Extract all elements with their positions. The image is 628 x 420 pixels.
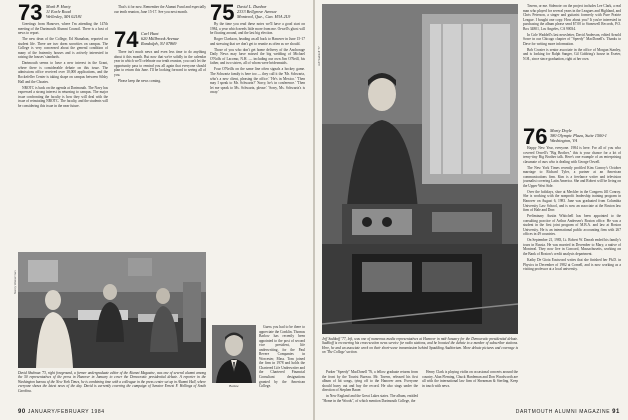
photo-credit-left: Nancy Wasserman [13,270,17,294]
paragraph: in New England and the Great Lakes states. The album, entitled "Home in the Woods", of which mention Dartmouth College, the [322,394,418,403]
portrait-photo-barlow [212,325,256,383]
press-center-illustration [18,252,206,368]
magazine-name: DARTMOUTH ALUMNI MAGAZINE [515,409,611,415]
paragraph: Please keep the news coming. [118,78,162,83]
transmission-caption: Jeff Sadikoff '77, left, was one of numerous media representatives at Hanover in mid-January for the Democratic presidential debate. Sadikoff is recovering his cross-section news service for radio stations, and he boosted the debate to a number of subscriber stations. Here, he and an associate work on their short-wave transmission behind Spaulding Auditorium. More debate pictures and coverage is on 'The College' section. [322,337,518,355]
page-number-right: 91 [612,409,620,415]
paragraph: Bob Crozier is senior associate in the office of Morgan Stanley, and is looking for Ralph Sanger, Gil Goldring's house in Exeter, N.H., since since graduation, right at her own. [523,47,621,62]
secretary-name: Carl Hunt [141,31,159,36]
transmission-photo [322,4,518,334]
paragraph: Happy New Year, everyone. 1984 is here. For all of you who covered Orwell's "Big Brother," this is your chance for a lot of teeny-tiny Big Brother talk. Here's one example of an enterprising classmate of ours who is dealing with George Orwell. [523,146,621,164]
portrait-illustration [212,325,256,383]
paragraph: Over the holidays, shoe at Meckler in the Congress Jill Conroy. She is working with the nonprofit leadership training program in Hanover on August 6, 1983. Jane was graduated from Columbia University Law School, and is now an associate at the Boston law firm of Hale and Dorr. [523,189,621,213]
paragraph: In Cole Waddell's last newsletter, David Anderson, edited Arnold Sowe in our Chicago chapter of "Speedy" MacDonell's. Thanks to Dave for writing more information. [523,32,621,46]
paragraph: Roger Clarkson, heading an all back to Hanover in June 15-17 and stressing that we don't get to reunite as often as we should. [210,37,305,46]
transmission-illustration [322,4,518,334]
secretary-name: David L. Dunbar [237,4,267,9]
class-notes-76 [523,146,621,409]
secretary-address-2: Randolph, NJ 07869 [141,41,177,46]
class-secretary-76 [550,128,622,143]
paragraph: Four O'Neills on the same line often signals a hockey game. The Schwartz family is here too — they call it the 'Mr. Schwartz, who's a new client, pleasing the office.' 'He's in Mexico.' 'Then may I speak to Mr. Schwartz?' 'Sorry, he's in conference.' 'Then let me speak to Ms. Schwartz, please.' 'Sorry, Ms. Schwartz's is away.' [210,67,305,95]
secretary-name: Mark P. Harty [46,4,71,9]
secretary-address-2: Washington, VA [550,138,578,143]
paragraph: Dartmouth seems to have a new interest in the Grant, where there is considerable debate on this issue. The admissions office received over 10,000 applications, and the Rockefeller Center is taking shape on campus between Silsby Hall and the Choates. [18,61,108,84]
paragraph: Parker "Speedy" MacDonell '76, a fellow graduate returns from the front by the Tourist Bureau. Mr. Tavern, released his first album of hit songs, tying off to the Hanover area. Everyone should hurry out and buy the record. He also sings under the direction of Stephen Bauer. [322,370,418,393]
paragraph: By the time you read these notes we'll have a good start on 1984, a year which needs little more from me. Orwell's ghost will be floating around, and the last big election. [210,22,305,36]
class-notes-75-continued [259,325,305,403]
class-notes-right-col-b [523,4,621,122]
class-number-74: 74 [114,27,139,52]
paragraph: The New York Times recently profiled Kim Conroy's October marriage to Richard Tyler, a partner at an American communications firm. Kim is a freelance writer and television journalist covering Latin America. She and Robert will be living on the Upper West Side. [523,165,621,188]
paragraph: That's it for now. Remember the Alumni Fund and especially our tenth reunion, June 15-17. See you next month. [114,5,206,14]
secretary-address-2: Montreal, Que., Can. H3A 2L9 [237,14,291,19]
class-notes-right-col-a [322,370,418,410]
right-page [315,0,628,420]
press-center-photo [18,252,206,368]
class-notes-right-col-a2 [422,370,518,410]
paragraph: The new dean of the College, Ed Shanahan, reported on student life. There are two dorm sororities on campus. The College is very concerned about the general condition of many of the fraternity houses and is actively interested in raising the houses' standards. [18,37,108,60]
left-page [0,0,313,420]
class-notes-74-lead [114,5,206,27]
photo-credit-right: Jeff Sadikoff '77 [317,46,321,66]
secretary-address-1: 2333 Bellgrove Avenue [237,9,277,14]
secretary-address-1: 620 Millbrook Avenue [141,36,179,41]
page-number-left: 90 [18,409,26,415]
paragraph: Tavern, or me. Sidenote: on the project includes Lee Clark, a real man who played for several years in the Leagues and Highland, and Chris Peterson, a singer and guitarist formerly with Pure Prairie League. I bought one copy. How about you? It you're interested in purchasing the album please send $7.00 to Stonewell Records, P.O. Box 34801, Los Angeles, CA 90034. [523,4,621,31]
paragraph: Greetings from Hanover, where I'm attending the 147th meeting of the Dartmouth Alumni Council. There is a host of news to report. [18,22,108,36]
secretary-name: Marty Doyle [550,128,572,133]
class-number-73: 73 [18,0,43,25]
paragraph: Henry Clark is playing violin on occasional concerts around the country. Alan Fleming, Chuck Hardeman and Don Woodworth are all with the international law firm of Shearman & Sterling. Keep in touch with news. [422,370,518,388]
paragraph: Preliminary Austin Whitchell has been appointed to the consulting practice of Arthur Andersen's Boston office. He was a student in the first joint program of M.B.A. and law at Boston University. He is an international public accounting firm with 267 offices in 49 countries. [523,214,621,237]
portrait-caption: Barlow [229,384,239,388]
class-notes-75 [210,22,305,197]
secretary-address-2: Wellesley, MA 02181 [46,14,82,19]
secretary-address-1: 380 Olympic Plaza, Suite 1500-1 [550,133,607,138]
press-center-caption: David Shulman '73, right foreground, a former undergraduate editor of the Alumni Magazine, was one of several alumni among the 50 representatives of the press in Hanover in January to cover the Democratic presidential debate. A reporter in the Washington bureau of the New York Times, he is combining time with a colleague in the press center set up in Alumni Hall, where everyone shows the latest news of the day. David is currently covering the campaign of Senator Ernest F. Hollings of South Carolina. [18,371,206,393]
issue-date: JANUARY/FEBRUARY 1984 [27,409,105,415]
class-secretary-74 [141,31,207,46]
paragraph: NROTC is back on the agenda at Dartmouth. The Navy has expressed a strong interest in returning to campus. The major issue confronting the faculty is how they will deal with the issue of reinstating NROTC. The faculty, and the students will be considering this issue in the near future. [18,85,108,108]
paragraph: There isn't much news and even less time to do anything about it this month. But now that we're solidly in the calendar year in which we'll celebrate our tenth reunion, you can't let the opportunity pass to remind you all again that everyone should plan to return this June. I'll be looking forward to seeing all of you. [114,50,206,77]
paragraph: Kathy De Gioia Eastwood writes that she finished her Ph.D. in Physics in December of 1982 at Cornell, and is now working as a visiting professor at a local university. [523,258,621,272]
paragraph: Those of you who don't get home delivery of the Anchorage Daily News may have missed the big wedding of Michael O'Nolls of Lacomo, N.H. — including our own Jim O'Neill, his father, and two sisters, all of whom were bridesmaids. [210,47,305,66]
right-page-footer [516,409,620,415]
class-number-76: 76 [523,124,548,149]
paragraph: Guess you had to be there to appreciate the Conklin. Thomas Barlow has recently been appointed to the post of second vice president, life underwriting, for the Paul Revere Companies in Worcester, Mass. Tom joined the firm in 1978 and holds the Chartered Life Underwriter and the Chartered Financial Consultant designations granted by the American College. [259,325,305,389]
left-page-footer [18,409,105,415]
class-number-75: 75 [210,0,235,25]
class-secretary-75 [237,4,309,19]
secretary-address-1: 11 Earle Road [46,9,71,14]
class-notes-73 [18,22,108,248]
class-secretary-73 [46,4,106,19]
paragraph: On September 21, 1983, Lt. Robert W. Darrah ended his family's tours in Russia. He was married in December to Mary, a native of Montreal. They now live in Concord, Massachusetts, working on the Bank of Boston's credit analysis department. [523,238,621,257]
class-notes-74 [114,50,206,126]
